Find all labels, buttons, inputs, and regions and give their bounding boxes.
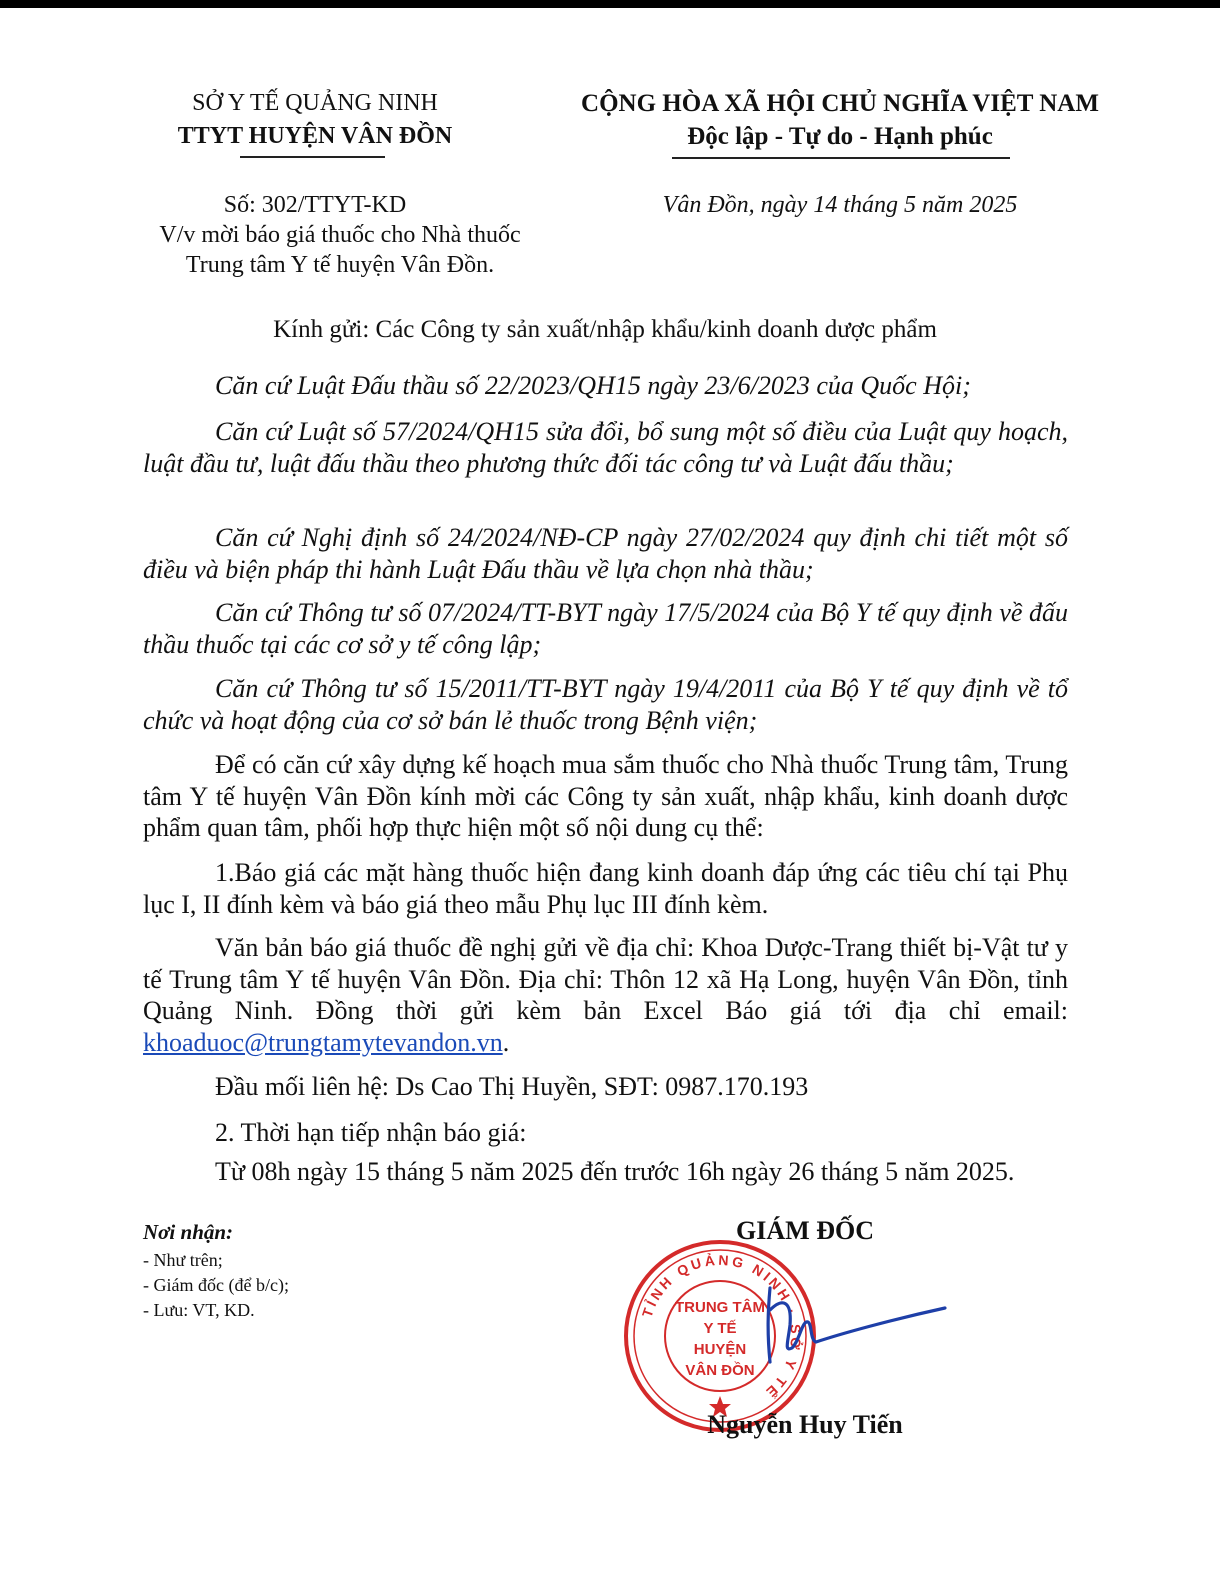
seal-center-line: TRUNG TÂM	[675, 1299, 765, 1316]
legal-basis-4: Căn cứ Thông tư số 07/2024/TT-BYT ngày 17/5/2024 của Bộ Y tế quy định về đấu thầu thuốc tại các cơ sở y tế công lập;	[143, 598, 1068, 659]
top-border	[0, 0, 1220, 8]
legal-basis-2: Căn cứ Luật số 57/2024/QH15 sửa đổi, bổ sung một số điều của Luật quy hoạch, luật đầu tư, luật đấu thầu theo phương thức đối tác công tư và Luật đấu thầu;	[143, 417, 1068, 478]
document-number: Số: 302/TTYT-KD	[223, 192, 407, 218]
recipients-title: Nơi nhận:	[143, 1220, 234, 1244]
intro-paragraph: Để có căn cứ xây dựng kế hoạch mua sắm thuốc cho Nhà thuốc Trung tâm, Trung tâm Y tế huyện Vân Đồn kính mời các Công ty sản xuất, nhập khẩu, kinh doanh dược phẩm quan tâm, phối hợp thực hiện một số nội dung cụ thể:	[143, 750, 1068, 842]
address-paragraph	[143, 932, 1068, 1058]
recipient-item: - Lưu: VT, KD.	[143, 1300, 255, 1320]
email-suffix: .	[502, 1027, 510, 1057]
ministry-name: SỞ Y TẾ QUẢNG NINH	[192, 90, 438, 116]
seal-center-line: Y TẾ	[703, 1320, 737, 1337]
motto-underline	[672, 157, 1010, 159]
salutation: Kính gửi: Các Công ty sản xuất/nhập khẩu/kinh doanh dược phẩm	[273, 316, 937, 343]
deadline-paragraph: Từ 08h ngày 15 tháng 5 năm 2025 đến trước 16h ngày 26 tháng 5 năm 2025.	[215, 1157, 1015, 1186]
subject-line-1: V/v mời báo giá thuốc cho Nhà thuốc	[159, 222, 521, 248]
signer-title: GIÁM ĐỐC	[736, 1216, 874, 1245]
item-1-paragraph: 1.Báo giá các mặt hàng thuốc hiện đang kinh doanh đáp ứng các tiêu chí tại Phụ lục I, II đính kèm và báo giá theo mẫu Phụ lục III đính kèm.	[143, 858, 1068, 919]
issue-date: Vân Đồn, ngày 14 tháng 5 năm 2025	[662, 192, 1018, 218]
address-text: Văn bản báo giá thuốc đề nghị gửi về địa chỉ: Khoa Dược-Trang thiết bị-Vật tư y tế Trung tâm Y tế huyện Vân Đồn. Địa chỉ: Thôn 12 xã Hạ Long, huyện Vân Đồn, tỉnh Quảng Ninh. Đồng thời gửi kèm bản Excel Báo giá tới địa chỉ email:	[143, 933, 1068, 1025]
seal-ring-text: TỈNH QUẢNG NINH · SỞ Y TẾ	[638, 1251, 805, 1403]
email-link[interactable]: khoaduoc@trungtamytevandon.vn	[143, 1027, 503, 1057]
recipient-item: - Giám đốc (để b/c);	[143, 1275, 289, 1295]
handwritten-signature	[740, 1270, 950, 1380]
signer-name: Nguyễn Huy Tiến	[707, 1410, 903, 1439]
legal-basis-3: Căn cứ Nghị định số 24/2024/NĐ-CP ngày 27/02/2024 quy định chi tiết một số điều và biện pháp thi hành Luật Đấu thầu về lựa chọn nhà thầu;	[143, 523, 1068, 584]
national-motto: Độc lập - Tự do - Hạnh phúc	[687, 123, 993, 150]
unit-underline	[240, 156, 385, 158]
unit-name: TTYT HUYỆN VÂN ĐỒN	[177, 123, 453, 149]
legal-basis-5: Căn cứ Thông tư số 15/2011/TT-BYT ngày 19/4/2011 của Bộ Y tế quy định về tổ chức và hoạt động của cơ sở bán lẻ thuốc trong Bệnh viện;	[143, 674, 1068, 735]
contact-paragraph: Đầu mối liên hệ: Ds Cao Thị Huyền, SĐT: 0987.170.193	[215, 1072, 809, 1101]
recipient-item: - Như trên;	[143, 1250, 223, 1270]
national-title: CỘNG HÒA XÃ HỘI CHỦ NGHĨA VIỆT NAM	[581, 90, 1099, 117]
seal-center-line: HUYỆN	[693, 1341, 747, 1358]
seal-center-line: VÂN ĐỒN	[685, 1362, 755, 1379]
item-2-paragraph: 2. Thời hạn tiếp nhận báo giá:	[215, 1118, 527, 1147]
subject-line-2: Trung tâm Y tế huyện Vân Đồn.	[185, 252, 495, 278]
legal-basis-1: Căn cứ Luật Đấu thầu số 22/2023/QH15 ngày 23/6/2023 của Quốc Hội;	[215, 371, 971, 400]
